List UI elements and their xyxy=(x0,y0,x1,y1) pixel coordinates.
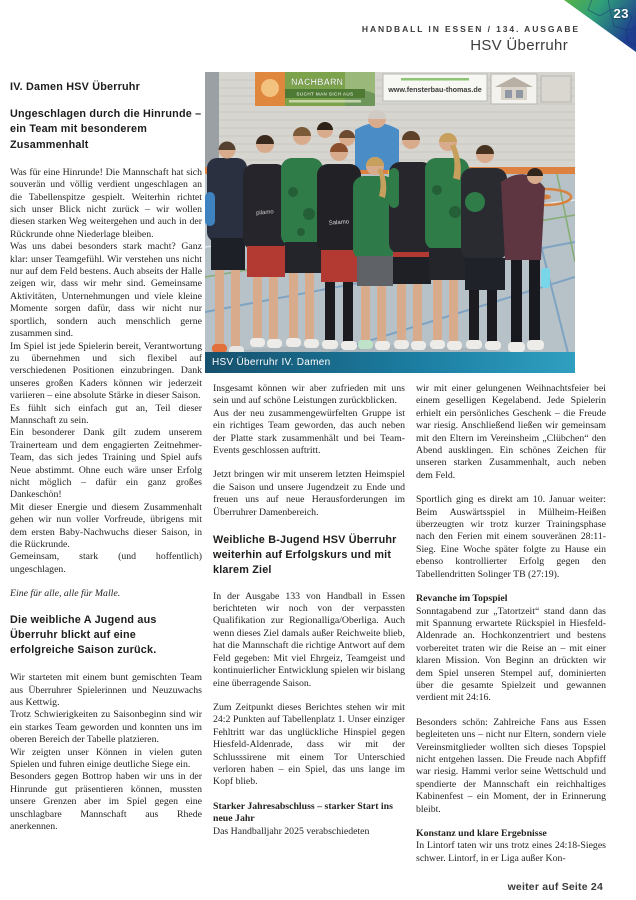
paragraph: Was uns dabei besonders stark macht? Ganz klar: unser Teamgefühl. Wir verstehen uns nicht nur auf dem Feld bestens. Auch abseits der Halle zeigen wir, dass wir mehr sind. Gemeinsame Aktivitäten, Unternehmungen und viele kleine Momente sorgen dafür, dass wir nicht nur sportlich, sondern auch menschlich gerne zusammen sind. xyxy=(10,241,202,340)
paragraph: Was für eine Hinrunde! Die Mannschaft hat sich souverän und völlig verdient ungeschlagen an die Tabellenspitze gespielt. Weiterhin richtet sich unser Blick nicht zurück – wir wollen diesen starken Weg weitergehen und auch in der Rückrunde ohne Niederlage bleiben. xyxy=(10,166,202,240)
paragraph: Aus der neu zusammengewürfelten Gruppe ist ein richtiges Team geworden, das auch neben der Platte stark zusammenhält und bei Team-Events geschlossen auftritt. xyxy=(213,407,405,457)
paragraph: Besonders schön: Zahlreiche Fans aus Essen begleiteten uns – nicht nur Eltern, sondern viele Vereinsmitglieder wollten sich dieses Topspiel nicht entgehen lassen. Die Freude nach Abpfiff war riesig. Hammi verlor seine Wettschuld und spendierte der Mannschaft ein reichhaltiges Kabinenfest – ein Moment, der in Erinnerung bleibt. xyxy=(416,716,606,815)
photo-caption: HSV Überruhr IV. Damen xyxy=(205,352,575,373)
paragraph: Insgesamt können wir aber zufrieden mit uns sein und auf schöne Leistungen zurückblicken. xyxy=(213,383,405,407)
article-title: IV. Damen HSV Überruhr xyxy=(10,81,141,93)
paragraph: Besonders gegen Bottrop haben wir uns in der Hinrunde gut präsentieren können, mussten unsere Grenzen aber im Spiel gegen eine unschlagbare Mannschaft aus Rhede anerkennen. xyxy=(10,771,202,833)
section-heading: Ungeschlagen durch die Hinrunde – ein Team mit besonderem Zusammenhalt xyxy=(10,108,202,151)
run-in-heading: Starker Jahresabschluss – starker Start ins neue Jahr xyxy=(213,800,393,825)
paragraph: Gemeinsam, stark (und hoffentlich) ungeschlagen. xyxy=(10,551,202,575)
paragraph: Es fühlt sich einfach gut an, Teil dieser Mannschaft zu sein. xyxy=(10,402,202,426)
sponsor-banner-left xyxy=(255,72,375,106)
continuation-note: weiter auf Seite 24 xyxy=(507,881,603,893)
paragraph: Sonntagabend zur „Tatortzeit“ stand dann das mit Spannung erwartete Rückspiel in Hiesfeld-Aldenrade an. Hochkonzentriert und bestens vorbereitet traten wir die Reise an – mit einer klaren Mission. Von Beginn an drückten wir dem Spiel unseren Stempel auf, dominierten über die gesamte Spielzeit und gewannen verdient mit 24:16. xyxy=(416,605,606,704)
section-heading: Die weibliche A Jugend aus Überruhr blickt auf eine erfolgreiche Saison zurück. xyxy=(10,613,157,657)
sponsor-sign-house xyxy=(491,74,537,104)
svg-text:pilamo: pilamo xyxy=(255,209,274,217)
svg-text:NACHBARN: NACHBARN xyxy=(291,77,343,87)
paragraph: Sportlich ging es direkt am 10. Januar weiter: Beim Auswärtsspiel in Mülheim-Heißen überzeugten wir trotz kurzer Trainingsphase nach den Ferien mit einem souveränen 28:11-Sieg. Eine Woche später folgte zu Hause ein ebenso kontrollierter Erfolg gegen den Tabellendritten Solinger TB (27:19). xyxy=(416,494,606,580)
svg-text:SUCHT MAN SICH AUS: SUCHT MAN SICH AUS xyxy=(296,91,354,97)
page-subtitle: HSV Überruhr xyxy=(470,37,568,54)
section-heading: Weibliche B-Jugend HSV Überruhr weiterhin auf Erfolgskurs und mit klarem Ziel xyxy=(213,534,397,577)
svg-text:www.fensterbau-thomas.de: www.fensterbau-thomas.de xyxy=(388,85,482,94)
motto-line: Eine für alle, alle für Malle. xyxy=(10,588,121,600)
paragraph: In Lintorf taten wir uns trotz eines 24:18-Sieges schwer. Lintorf, in er Liga außer Kon- xyxy=(416,840,606,864)
paragraph: Das Handballjahr 2025 verabschiedeten xyxy=(213,825,370,837)
paragraph: Wir zeigten unser Können in vielen guten Spielen und fuhren einige deutliche Siege ein. xyxy=(10,746,202,771)
paragraph: Ein besonderer Dank gilt zudem unserem Trainerteam und dem engagierten Zeitnehmer-Team, das sich jedes Training und Spiel aufs Neue abstimmt. Ohne euch wäre unser Erfolg nicht möglich – dafür ein ganz großes Dankeschön! xyxy=(10,427,202,501)
run-in-heading: Revanche im Topspiel xyxy=(416,593,508,605)
paragraph: Wir starteten mit einem bunt gemischten Team aus Überruhrer Spielerinnen und Neuzuwachs aus Kettwig. xyxy=(10,672,202,709)
column-1 xyxy=(10,80,202,834)
paragraph: wir mit einer gelungenen Weihnachtsfeier bei einem geselligen Kegelabend. Jede Spielerin erhielt ein persönliches Geschenk – die Freude war riesig. Anschließend ließen wir gemeinsam mit den Eltern im Vereinsheim „Clübchen“ den Abend ausklingen. Ein schönes Zeichen für unseren starken Zusammenhalt, auch neben dem Feld. xyxy=(416,383,606,481)
paragraph: Im Spiel ist jede Spielerin bereit, Verantwortung zu übernehmen und sich flexibel auf verschiedenen Positionen einzubringen. Dank unseres großen Kaders können wir jederzeit variieren – eine absolute Stärke in dieser Saison. xyxy=(10,340,202,402)
run-in-heading: Konstanz und klare Ergebnisse xyxy=(416,828,547,839)
column-2 xyxy=(213,383,405,838)
column-3 xyxy=(416,383,606,865)
svg-text:Salamo: Salamo xyxy=(328,219,350,227)
paragraph: Trotz Schwierigkeiten zu Saisonbeginn sind wir ein starkes Team geworden und konnten uns im oberen Bereich der Tabelle platzieren. xyxy=(10,709,202,746)
paragraph: In der Ausgabe 133 von Handball in Essen berichteten wir noch von der verpassten Qualifikation zur Regionalliga/Oberliga. Auch wenn dieses Ziel damals außer Reichweite blieb, hat die Mannschaft die richtige Antwort auf dem Feld gegeben: Mit viel Ehrgeiz, Teamgeist und kontinuierlicher Entwicklung spielen wir bislang eine überragende Saison. xyxy=(213,590,405,689)
page-number-badge: 23 xyxy=(613,6,629,21)
team-photo xyxy=(205,72,575,373)
sponsor-banner-fensterbau xyxy=(383,74,487,101)
page-kicker: HANDBALL IN ESSEN / 134. AUSGABE xyxy=(361,24,580,34)
paragraph: Mit dieser Energie und diesem Zusammenhalt gehen wir nun voller Vorfreude, übrigens mit dem ersten Baby-Nachwuchs dieser Saison, in die Rückrunde. xyxy=(10,501,202,550)
paragraph: Zum Zeitpunkt dieses Berichtes stehen wir mit 24:2 Punkten auf Tabellenplatz 1. Unser einziger Fehltritt war das unglückliche Hinspiel gegen Hiesfeld-Aldenrade, dass wir mit der Schlusssirene mit einem Tor Unterschied verloren haben – ein Spiel, das uns lange im Kopf blieb. xyxy=(213,701,405,788)
paragraph: Jetzt bringen wir mit unserem letzten Heimspiel die Saison und unsere Jugendzeit zu Ende und freuen uns auf neue Herausforderungen im Überruhrer Damenbereich. xyxy=(213,469,405,518)
